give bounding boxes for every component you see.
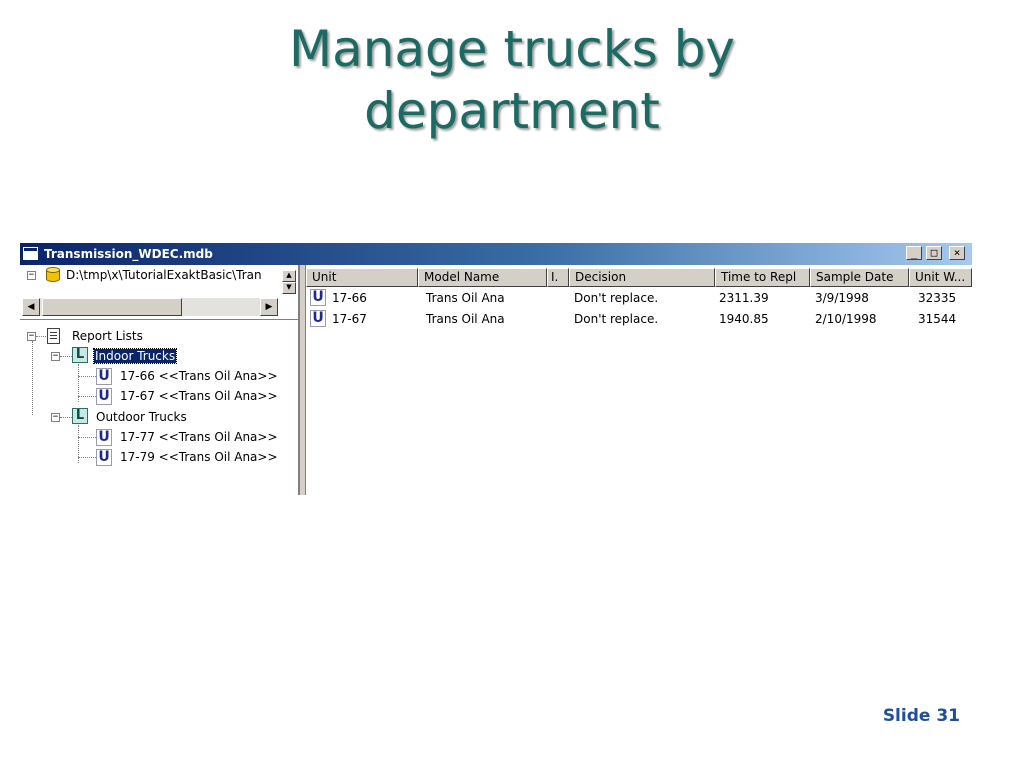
tree-item-17-66[interactable]: 17-66 <<Trans Oil Ana>>: [120, 369, 278, 383]
tree-connector: [78, 396, 96, 397]
collapse-toggle-outdoor-trucks[interactable]: −: [52, 412, 59, 422]
cell-decision: Don't replace.: [574, 291, 659, 305]
cell-unit: 17-67: [332, 312, 367, 326]
scroll-left-button[interactable]: ◀: [22, 298, 40, 316]
scroll-down-button[interactable]: ▼: [282, 282, 296, 294]
tree-connector: [36, 336, 46, 337]
horizontal-scrollbar[interactable]: [22, 298, 278, 316]
cell-decision: Don't replace.: [574, 312, 659, 326]
tree-root-report-lists[interactable]: Report Lists: [72, 329, 143, 343]
tree-item-17-77[interactable]: 17-77 <<Trans Oil Ana>>: [120, 430, 278, 444]
tree-connector: [60, 356, 72, 357]
database-tree: [20, 265, 298, 320]
column-header-i[interactable]: I.: [547, 268, 569, 287]
tree-connector: [78, 457, 96, 458]
cell-time-to-repl: 2311.39: [719, 291, 769, 305]
slide-title-line-1: Manage trucks by: [288, 20, 736, 78]
units-list-view: [306, 265, 972, 495]
collapse-toggle-database[interactable]: −: [28, 270, 35, 280]
report-list-icon: [47, 328, 60, 344]
cell-time-to-repl: 1940.85: [719, 312, 769, 326]
tree-item-17-79[interactable]: 17-79 <<Trans Oil Ana>>: [120, 450, 278, 464]
tree-item-17-67[interactable]: 17-67 <<Trans Oil Ana>>: [120, 389, 278, 403]
unit-icon: U: [310, 289, 326, 306]
database-path[interactable]: D:\tmp\x\TutorialExaktBasic\Tran: [66, 268, 262, 282]
database-window: [20, 243, 972, 495]
scroll-up-button[interactable]: ▲: [282, 270, 296, 282]
slide-number: Slide 31: [882, 706, 960, 726]
scroll-right-button[interactable]: ▶: [260, 298, 278, 316]
scrollbar-thumb[interactable]: [42, 298, 182, 316]
tree-group-outdoor-trucks[interactable]: Outdoor Trucks: [96, 410, 187, 424]
tree-group-label: Indoor Trucks: [95, 349, 176, 363]
cell-model-name: Trans Oil Ana: [426, 291, 505, 305]
window-title: Transmission_WDEC.mdb: [44, 247, 213, 261]
unit-icon: U: [96, 388, 112, 405]
tree-connector: [78, 376, 96, 377]
window-titlebar[interactable]: [20, 243, 972, 265]
unit-icon: U: [310, 310, 326, 327]
close-button[interactable]: ×: [949, 246, 965, 260]
collapse-toggle-indoor-trucks[interactable]: −: [52, 351, 59, 361]
database-icon: [46, 267, 60, 283]
tree-group-indoor-trucks[interactable]: [94, 347, 176, 365]
collapse-toggle-report-lists[interactable]: −: [28, 331, 35, 341]
list-icon: L: [72, 408, 88, 424]
column-header-sample-date[interactable]: Sample Date: [810, 268, 909, 287]
minimize-button[interactable]: _: [906, 246, 922, 260]
unit-icon: U: [96, 368, 112, 385]
column-header-time-to-repl[interactable]: Time to Repl: [715, 268, 810, 287]
navigation-pane: [20, 265, 300, 495]
tree-connector: [32, 341, 33, 415]
slide-title: [0, 18, 1024, 142]
column-header-unit-w[interactable]: Unit W...: [909, 268, 972, 287]
maximize-button[interactable]: □: [926, 246, 942, 260]
unit-icon: U: [96, 429, 112, 446]
column-header-model-name[interactable]: Model Name: [418, 268, 547, 287]
window-icon[interactable]: [23, 247, 38, 260]
cell-sample-date: 3/9/1998: [815, 291, 869, 305]
tree-connector: [78, 437, 96, 438]
cell-unit: 17-66: [332, 291, 367, 305]
tree-connector: [60, 417, 72, 418]
unit-icon: U: [96, 449, 112, 466]
column-header-unit[interactable]: Unit: [306, 268, 418, 287]
cell-model-name: Trans Oil Ana: [426, 312, 505, 326]
cell-sample-date: 2/10/1998: [815, 312, 877, 326]
column-header-decision[interactable]: Decision: [569, 268, 715, 287]
slide-title-line-2: department: [364, 82, 660, 140]
cell-unit-w: 31544: [918, 312, 957, 326]
cell-unit-w: 32335: [918, 291, 957, 305]
list-icon: L: [72, 347, 88, 363]
